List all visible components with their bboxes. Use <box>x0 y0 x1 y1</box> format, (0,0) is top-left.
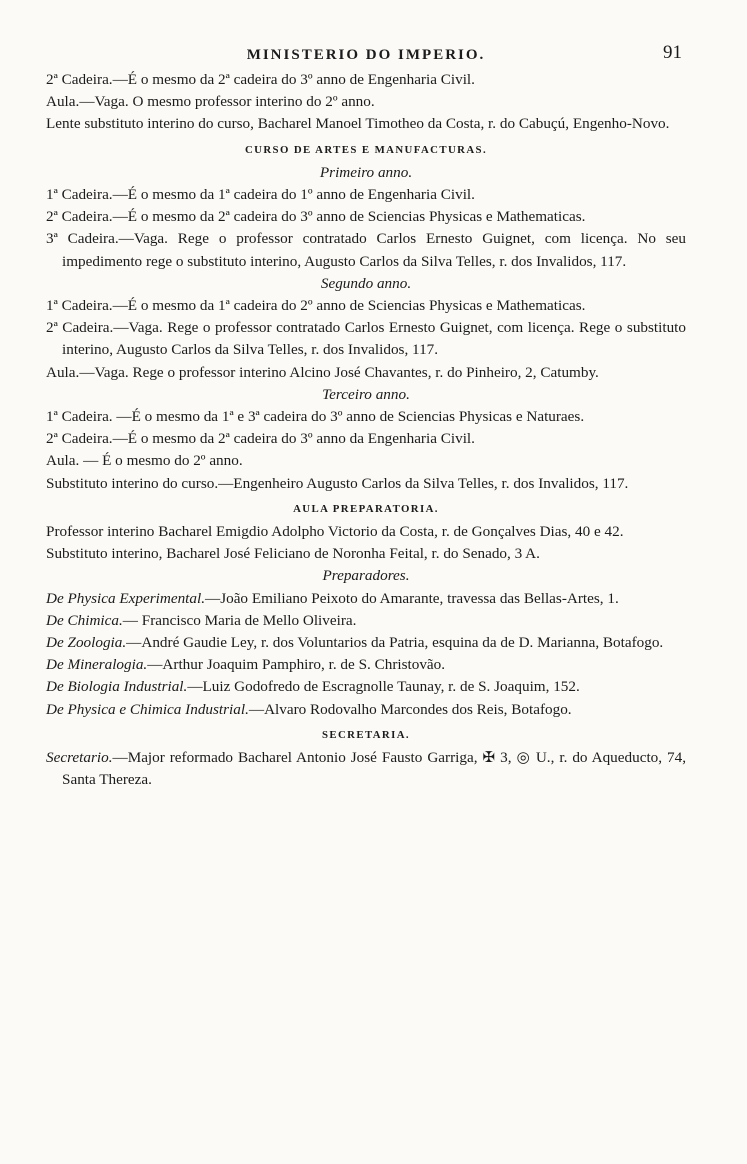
entry-lente-substituto: Lente substituto interino do curso, Bacharel Manoel Timotheo da Costa, r. do Cabuçú, Engenho-Novo. <box>46 115 670 133</box>
circled-dot-icon: ◎ <box>516 749 531 767</box>
preparador-text: —Alvaro Rodovalho Marcondes dos Reis, Botafogo. <box>248 700 572 718</box>
preparador-label: De Physica e Chimica Industrial. <box>46 700 249 718</box>
entry-preparador-mineralogia <box>46 654 686 676</box>
entry-aula: Aula.—Vaga. O mesmo professor interino do 2º anno. <box>46 93 375 111</box>
document-page <box>46 44 686 792</box>
entry-a2-aula: Aula.—Vaga. Rege o professor interino Alcino José Chavantes, r. do Pinheiro, 2, Catumby. <box>46 363 599 381</box>
section-heading-artes: CURSO DE ARTES E MANUFACTURAS. <box>244 143 488 156</box>
secretario-label: Secretario. <box>46 749 113 767</box>
preparador-label: De Physica Experimental. <box>46 589 205 607</box>
page-number: 91 <box>663 42 682 63</box>
entry-a1-cadeira-1: 1ª Cadeira.—É o mesmo da 1ª cadeira do 1º anno de Engenharia Civil. <box>46 186 475 204</box>
preparador-label: De Chimica. <box>46 611 123 629</box>
entry-a1-cadeira-2: 2ª Cadeira.—É o mesmo da 2ª cadeira do 3º anno de Sciencias Physicas e Mathematicas. <box>46 208 586 226</box>
entry-professor-interino: Professor interino Bacharel Emigdio Adolpho Victorio da Costa, r. de Gonçalves Dias, 40 e 42. <box>46 523 624 541</box>
entry-a2-cadeira-1: 1ª Cadeira.—É o mesmo da 1ª cadeira do 2º anno de Sciencias Physicas e Mathematicas. <box>46 297 586 315</box>
secretario-text-a: —Major reformado Bacharel Antonio José Fausto Garriga, <box>112 749 483 767</box>
preparador-text: —André Gaudie Ley, r. dos Voluntarios da Patria, esquina da de D. Marianna, Botafogo. <box>126 634 664 652</box>
preparador-text: — Francisco Maria de Mello Oliveira. <box>122 611 357 629</box>
secretario-text-b: 3, <box>495 749 517 767</box>
entry-substituto-interino: Substituto interino, Bacharel José Feliciano de Noronha Feital, r. do Senado, 3 A. <box>46 545 540 563</box>
entry-preparador-zoologia <box>46 632 686 654</box>
preparador-label: De Mineralogia. <box>46 656 148 674</box>
entry-preparador-physica <box>46 588 686 610</box>
preparador-label: De Biologia Industrial. <box>46 678 188 696</box>
year-heading-3: Terceiro anno. <box>322 385 410 403</box>
entry-a1-cadeira-3: 3ª Cadeira.—Vaga. Rege o professor contratado Carlos Ernesto Guignet, com licença. No seu impedimento rege o substituto interino, Augusto Carlos da Silva Telles, r. dos Invalidos, 117. <box>46 230 686 270</box>
running-title: MINISTERIO DO IMPERIO. <box>246 47 486 63</box>
preparadores-heading: Preparadores. <box>322 567 410 585</box>
secretario-text-c: U., r. do Aqueducto, 74, Santa Thereza. <box>62 749 686 789</box>
section-heading-secretaria: SECRETARIA. <box>321 728 411 741</box>
preparador-text: —João Emiliano Peixoto do Amarante, travessa das Bellas-Artes, 1. <box>205 589 619 607</box>
entry-cadeira-2: 2ª Cadeira.—É o mesmo da 2ª cadeira do 3º anno de Engenharia Civil. <box>46 71 475 88</box>
entry-a3-cadeira-2: 2ª Cadeira.—É o mesmo da 2ª cadeira do 3º anno da Engenharia Civil. <box>46 430 475 448</box>
year-heading-2: Segundo anno. <box>320 274 412 292</box>
year-heading-1: Primeiro anno. <box>319 163 413 181</box>
section-heading-preparatoria: AULA PREPARATORIA. <box>293 502 439 515</box>
entry-secretario <box>46 747 686 791</box>
entry-preparador-biologia <box>46 676 686 698</box>
entry-preparador-physica-chimica <box>46 699 686 721</box>
maltese-cross-icon: ✠ <box>482 749 496 767</box>
entry-a3-cadeira-1: 1ª Cadeira. —É o mesmo da 1ª e 3ª cadeira do 3º anno de Sciencias Physicas e Naturaes. <box>46 408 585 426</box>
preparador-label: De Zoologia. <box>46 634 127 652</box>
entry-a3-substituto: Substituto interino do curso.—Engenheiro Augusto Carlos da Silva Telles, r. dos Invalidos, 117. <box>46 474 629 492</box>
entry-preparador-chimica <box>46 610 686 632</box>
preparador-text: —Arthur Joaquim Pamphiro, r. de S. Christovão. <box>147 656 446 674</box>
entry-a3-aula: Aula. — É o mesmo do 2º anno. <box>46 452 243 470</box>
preparador-text: —Luiz Godofredo de Escragnolle Taunay, r. de S. Joaquim, 152. <box>187 678 580 696</box>
page-header <box>46 44 686 69</box>
entry-a2-cadeira-2: 2ª Cadeira.—Vaga. Rege o professor contratado Carlos Ernesto Guignet, com licença. Rege o substituto interino, Augusto Carlos da Silva Telles, r. dos Invalidos, 117. <box>46 319 686 359</box>
